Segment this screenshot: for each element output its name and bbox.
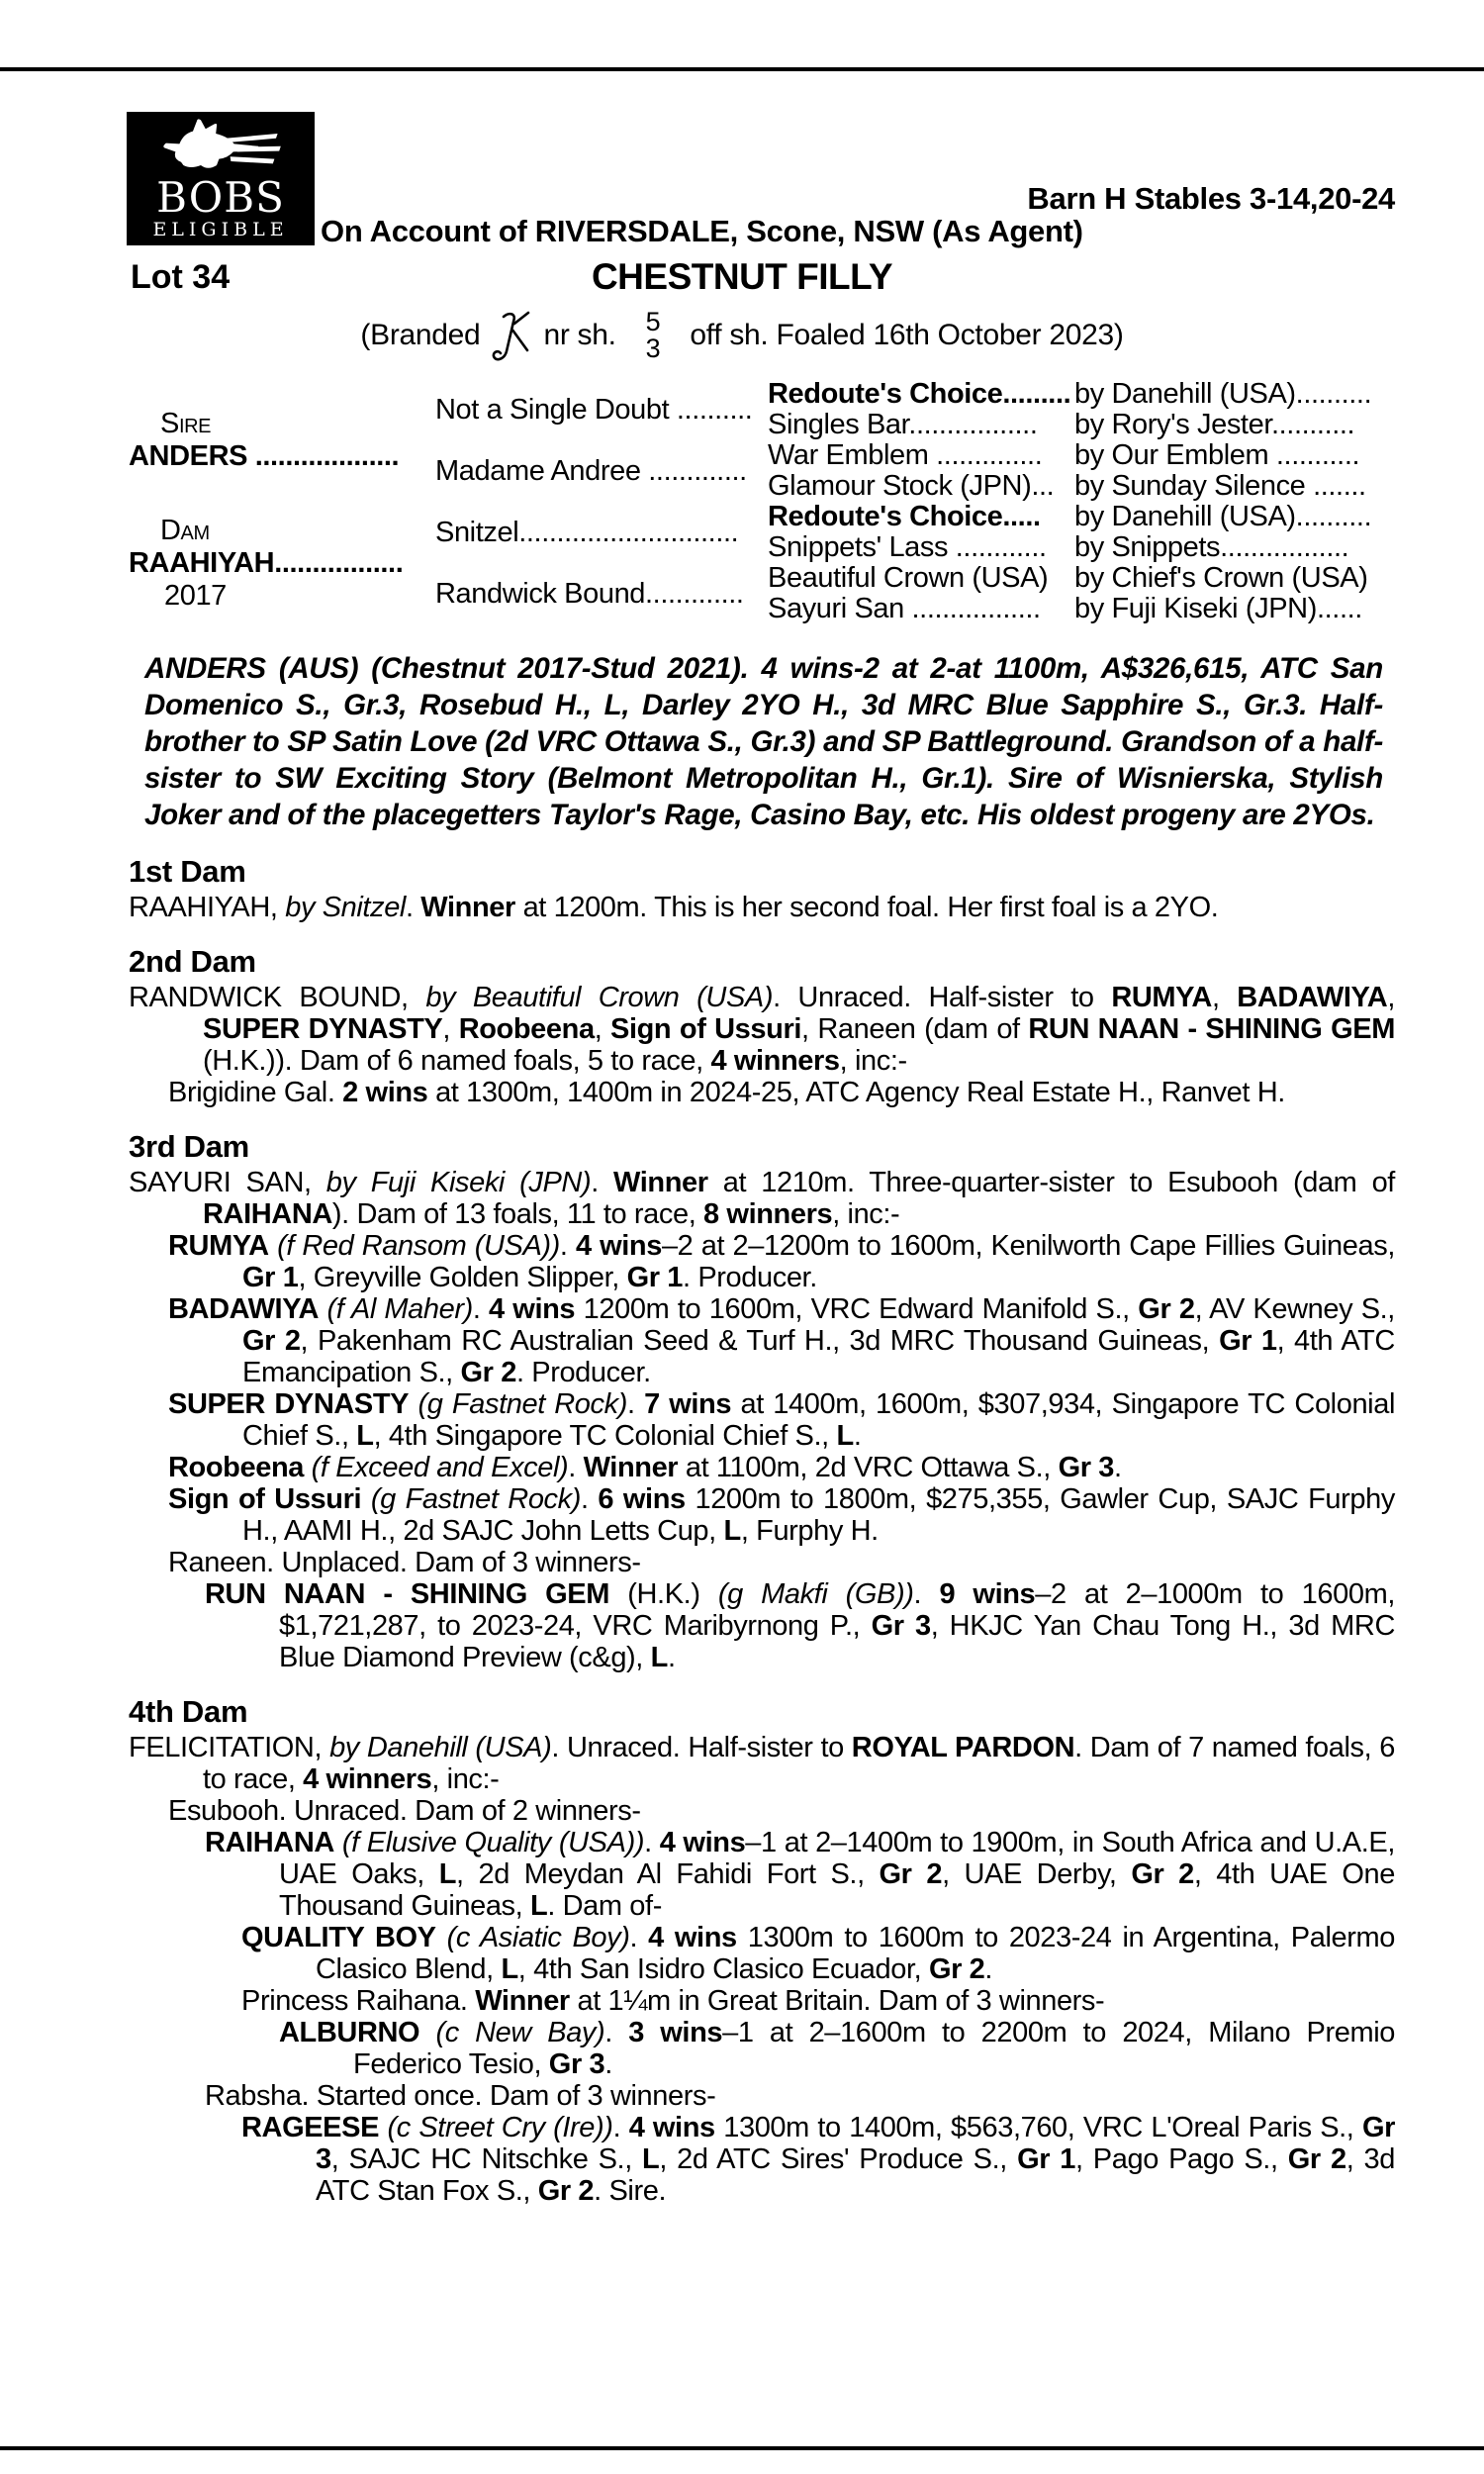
brand-mark-icon xyxy=(488,307,533,364)
pedigree-entry: RANDWICK BOUND, by Beautiful Crown (USA). Unraced. Half-sister to RUMYA, BADAWIYA, SUPER DYNASTY, Roobeena, Sign of Ussuri, Raneen (dam of RUN NAAN - SHINING GEM (H.K.)). Dam of 6 named foals, 5 to race, 4 winners, inc:- xyxy=(129,982,1395,1077)
gen3-sire: by Rory's Jester........... xyxy=(1074,410,1355,440)
section-heading: 4th Dam xyxy=(129,1694,248,1729)
gen3-name: War Emblem .............. xyxy=(768,440,1043,471)
gen3-sire: by Danehill (USA).......... xyxy=(1074,502,1372,532)
pedigree-entry: Esubooh. Unraced. Dam of 2 winners- xyxy=(168,1795,641,1827)
pedigree-entry: BADAWIYA (f Al Maher). 4 wins 1200m to 1600m, VRC Edward Manifold S., Gr 2, AV Kewney S., Gr 2, Pakenham RC Australian Seed & Turf H., 3d MRC Thousand Guineas, Gr 1, 4th ATC Emancipation S., Gr 2. Producer. xyxy=(168,1293,1395,1388)
pedigree-entry: Sign of Ussuri (g Fastnet Rock). 6 wins 1200m to 1800m, $275,355, Gawler Cup, SAJC Furphy H., AAMI H., 2d SAJC John Letts Cup, L, Furphy H. xyxy=(168,1483,1395,1547)
pedigree-entry: SUPER DYNASTY (g Fastnet Rock). 7 wins at 1400m, 1600m, $307,934, Singapore TC Colonial Chief S., L, 4th Singapore TC Colonial Chief S., L. xyxy=(168,1388,1395,1452)
gen3-name: Singles Bar................. xyxy=(768,410,1038,440)
pedigree-entry: QUALITY BOY (c Asiatic Boy). 4 wins 1300m to 1600m to 2023-24 in Argentina, Palermo Clasico Blend, L, 4th San Isidro Clasico Ecuador, Gr 2. xyxy=(241,1922,1395,1985)
gen2-name: Madame Andree ............. xyxy=(435,454,747,487)
pedigree-entry: Princess Raihana. Winner at 1¼m in Great Britain. Dam of 3 winners- xyxy=(241,1985,1105,2017)
logo-text-eligible: ELIGIBLE xyxy=(152,219,289,240)
branded-line xyxy=(129,304,1355,367)
gen3-name: Redoute's Choice..... xyxy=(768,502,1041,532)
section-heading: 2nd Dam xyxy=(129,944,256,979)
dam-label: Dam xyxy=(160,514,210,546)
section-heading: 3rd Dam xyxy=(129,1129,249,1164)
lot-number: Lot 34 xyxy=(131,258,231,296)
dam-year: 2017 xyxy=(164,579,227,612)
gen3-name: Beautiful Crown (USA) xyxy=(768,563,1049,594)
pedigree-entry: RAGEESE (c Street Cry (Ire)). 4 wins 1300m to 1400m, $563,760, VRC L'Oreal Paris S., Gr 3, SAJC HC Nitschke S., L, 2d ATC Sires' Produce S., Gr 1, Pago Pago S., Gr 2, 3d ATC Stan Fox S., Gr 2. Sire. xyxy=(241,2112,1395,2207)
pedigree-entry: Roobeena (f Exceed and Excel). Winner at 1100m, 2d VRC Ottawa S., Gr 3. xyxy=(168,1452,1122,1483)
gen2-name: Snitzel............................. xyxy=(435,516,739,548)
pedigree-entry: Rabsha. Started once. Dam of 3 winners- xyxy=(205,2080,716,2112)
pedigree-entry: RUN NAAN - SHINING GEM (H.K.) (g Makfi (GB)). 9 wins–2 at 2–1000m to 1600m, $1,721,287, to 2023-24, VRC Maribyrnong P., Gr 3, HKJC Yan Chau Tong H., 3d MRC Blue Diamond Preview (c&g), L. xyxy=(205,1578,1395,1673)
gen3-sire: by Our Emblem ........... xyxy=(1074,440,1360,471)
brand-number-fraction xyxy=(646,309,661,362)
barn-line: Barn H Stables 3-14,20-24 xyxy=(1027,181,1395,216)
dam-cell xyxy=(129,502,435,624)
branded-mid: nr sh. xyxy=(543,319,616,351)
bottom-rule xyxy=(0,2446,1484,2450)
pedigree-entry: Brigidine Gal. 2 wins at 1300m, 1400m in 2024-25, ATC Agency Real Estate H., Ranvet H. xyxy=(168,1077,1285,1108)
page-title: CHESTNUT FILLY xyxy=(591,256,893,297)
gen3-sire: by Sunday Silence ....... xyxy=(1074,471,1366,502)
gen3-sire: by Snippets................. xyxy=(1074,532,1349,563)
pedigree-entry: RUMYA (f Red Ransom (USA)). 4 wins–2 at 2–1200m to 1600m, Kenilworth Cape Fillies Guineas, Gr 1, Greyville Golden Slipper, Gr 1. Producer. xyxy=(168,1230,1395,1293)
gen3-name: Snippets' Lass ............ xyxy=(768,532,1047,563)
gen3-sire: by Chief's Crown (USA) xyxy=(1074,563,1368,594)
page-content xyxy=(129,0,1395,2207)
title-row xyxy=(129,256,1395,300)
pedigree-entry: SAYURI SAN, by Fuji Kiseki (JPN). Winner at 1210m. Three-quarter-sister to Esubooh (dam of RAIHANA). Dam of 13 foals, 11 to race, 8 winners, inc:- xyxy=(129,1167,1395,1230)
sire-cell xyxy=(129,379,435,502)
gen3-sire: by Fuji Kiseki (JPN)...... xyxy=(1074,594,1362,624)
pedigree-entry: FELICITATION, by Danehill (USA). Unraced. Half-sister to ROYAL PARDON. Dam of 7 named foals, 6 to race, 4 winners, inc:- xyxy=(129,1732,1395,1795)
account-line: On Account of RIVERSDALE, Scone, NSW (As Agent) xyxy=(321,214,1083,248)
gen2-name: Randwick Bound............. xyxy=(435,577,744,610)
gen3-name: Redoute's Choice......... xyxy=(768,379,1071,410)
branded-prefix: (Branded xyxy=(360,319,481,351)
logo-text-bobs: BOBS xyxy=(156,173,285,222)
sire-name: ANDERS ................... xyxy=(129,440,400,472)
pedigree-entry: RAIHANA (f Elusive Quality (USA)). 4 wins–1 at 2–1400m to 1900m, in South Africa and U.A.E, UAE Oaks, L, 2d Meydan Al Fahidi Fort S., Gr 2, UAE Derby, Gr 2, 4th UAE One Thousand Guineas, L. Dam of- xyxy=(205,1827,1395,1922)
branded-suffix: off sh. Foaled 16th October 2023) xyxy=(690,319,1124,351)
brand-number-bottom: 3 xyxy=(645,333,661,363)
gen3-name: Glamour Stock (JPN)... xyxy=(768,471,1055,502)
pedigree-table xyxy=(129,379,1395,624)
gen3-name: Sayuri San ................. xyxy=(768,594,1041,624)
pedigree-entry: ALBURNO (c New Bay). 3 wins–1 at 2–1600m to 2200m to 2024, Milano Premio Federico Tesio, Gr 3. xyxy=(279,2017,1395,2080)
pedigree-sections xyxy=(129,855,1395,2207)
sire-summary: ANDERS (AUS) (Chestnut 2017-Stud 2021). 4 wins-2 at 2-at 1100m, A$326,615, ATC San Domenico S., Gr.3, Rosebud H., L, Darley 2YO H., 3d MRC Blue Sapphire S., Gr.3. Half-brother to SP Satin Love (2d VRC Ottawa S., Gr.3) and SP Battleground. Grandson of a half-sister to SW Exciting Story (Belmont Metropolitan H., Gr.1). Sire of Wisnierska, Stylish Joker and of the placegetters Taylor's Rage, Casino Bay, etc. His oldest progeny are 2YOs. xyxy=(144,652,1383,831)
brand-number-top: 5 xyxy=(645,307,661,336)
pedigree-entry: Raneen. Unplaced. Dam of 3 winners- xyxy=(168,1547,641,1578)
dam-name: RAAHIYAH................. xyxy=(129,546,404,579)
section-heading: 1st Dam xyxy=(129,854,246,889)
gen2-name: Not a Single Doubt .......... xyxy=(435,393,753,426)
pedigree-entry: RAAHIYAH, by Snitzel. Winner at 1200m. This is her second foal. Her first foal is a 2YO. xyxy=(129,892,1219,923)
sire-label: Sire xyxy=(160,408,212,439)
gen3-sire: by Danehill (USA).......... xyxy=(1074,379,1372,410)
